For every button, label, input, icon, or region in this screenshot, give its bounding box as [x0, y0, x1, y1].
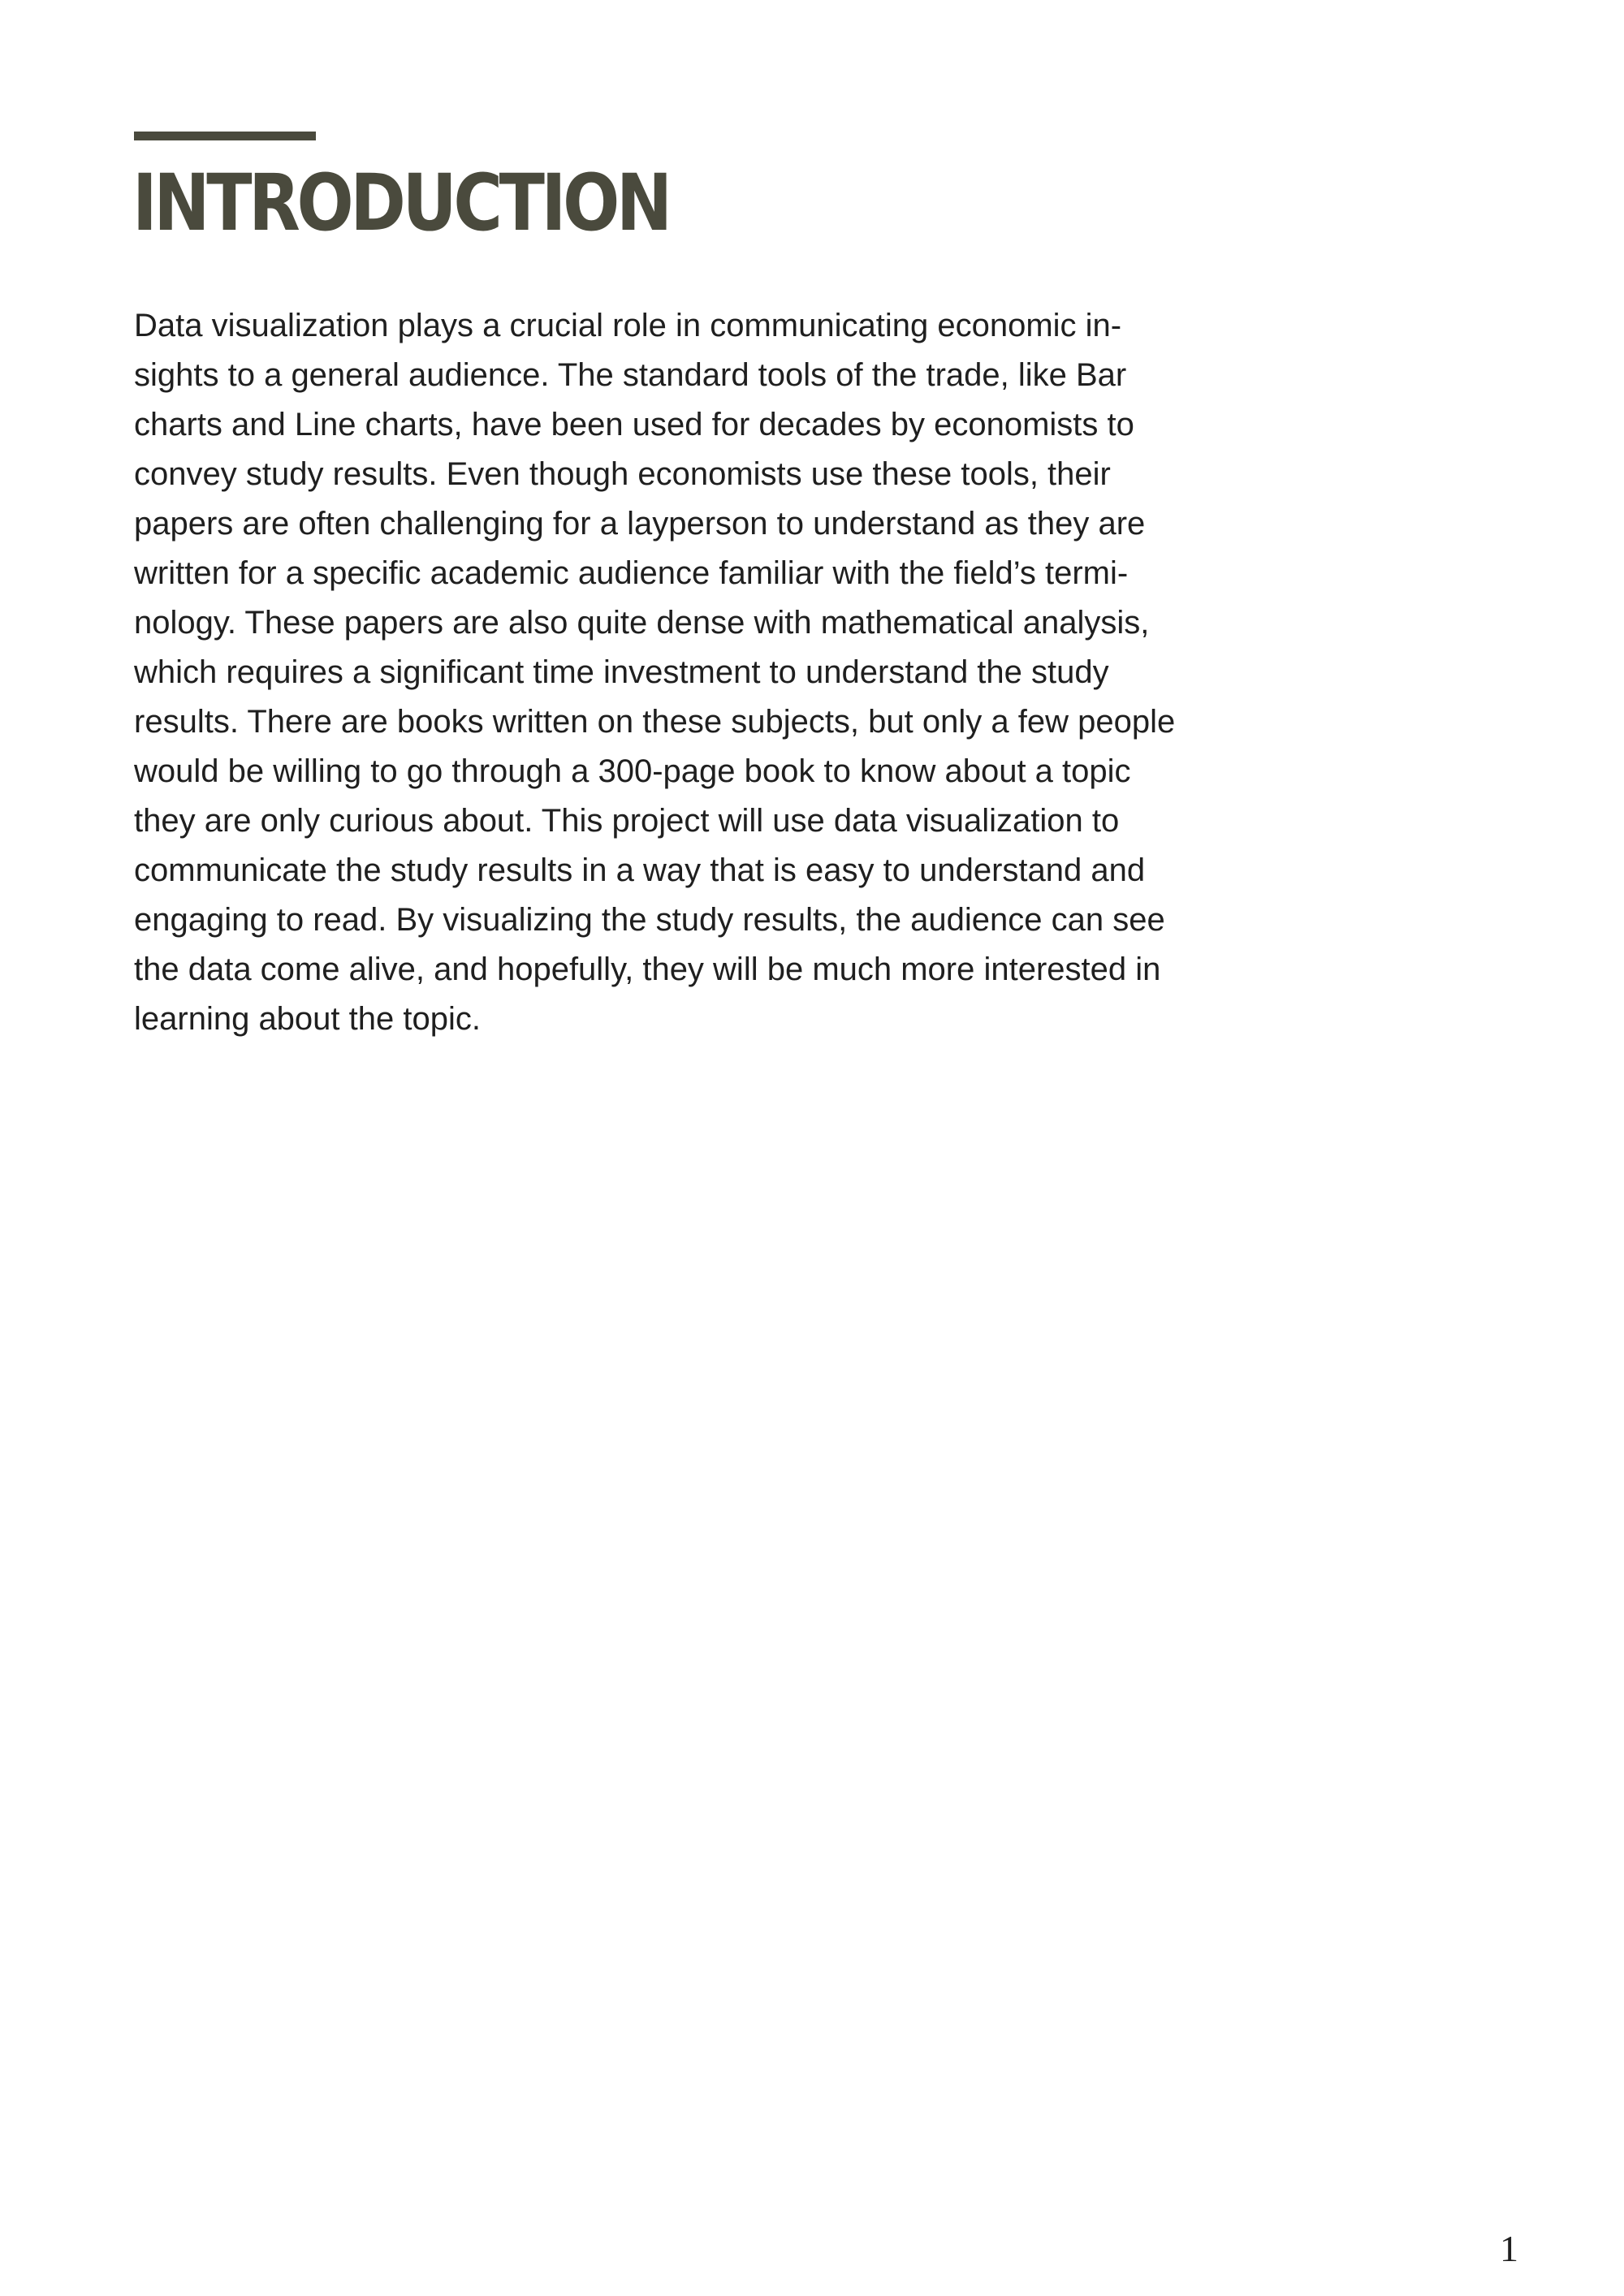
- paragraph-line: the data come alive, and hopefully, they will be much more interested in: [134, 952, 1161, 987]
- paragraph-line: written for a specific academic audience familiar with the field’s termi-: [134, 555, 1129, 591]
- heading-accent-rule: [134, 132, 316, 140]
- paragraph-line: Data visualization plays a crucial role in communicating economic in-: [134, 308, 1122, 343]
- paragraph-line: charts and Line charts, have been used for decades by economists to: [134, 407, 1134, 442]
- paragraph-line: communicate the study results in a way that is easy to understand and: [134, 852, 1146, 888]
- section-title: INTRODUCTION: [132, 158, 669, 248]
- paragraph-line: results. There are books written on these subjects, but only a few people: [134, 704, 1176, 740]
- paragraph-line: engaging to read. By visualizing the study results, the audience can see: [134, 902, 1165, 938]
- paragraph-line: which requires a significant time investment to understand the study: [134, 654, 1109, 690]
- intro-paragraph: [134, 301, 1287, 1044]
- paragraph-line: they are only curious about. This project will use data visualization to: [134, 803, 1120, 839]
- paragraph-line: nology. These papers are also quite dense with mathematical analysis,: [134, 605, 1150, 641]
- paragraph-line: papers are often challenging for a layperson to understand as they are: [134, 506, 1146, 542]
- paragraph-line: convey study results. Even though economists use these tools, their: [134, 456, 1111, 492]
- paragraph-line: would be willing to go through a 300-page book to know about a topic: [134, 753, 1131, 789]
- page-number: 1: [1500, 2228, 1518, 2269]
- paragraph-line: sights to a general audience. The standard tools of the trade, like Bar: [134, 357, 1127, 393]
- paragraph-line: learning about the topic.: [134, 1001, 481, 1037]
